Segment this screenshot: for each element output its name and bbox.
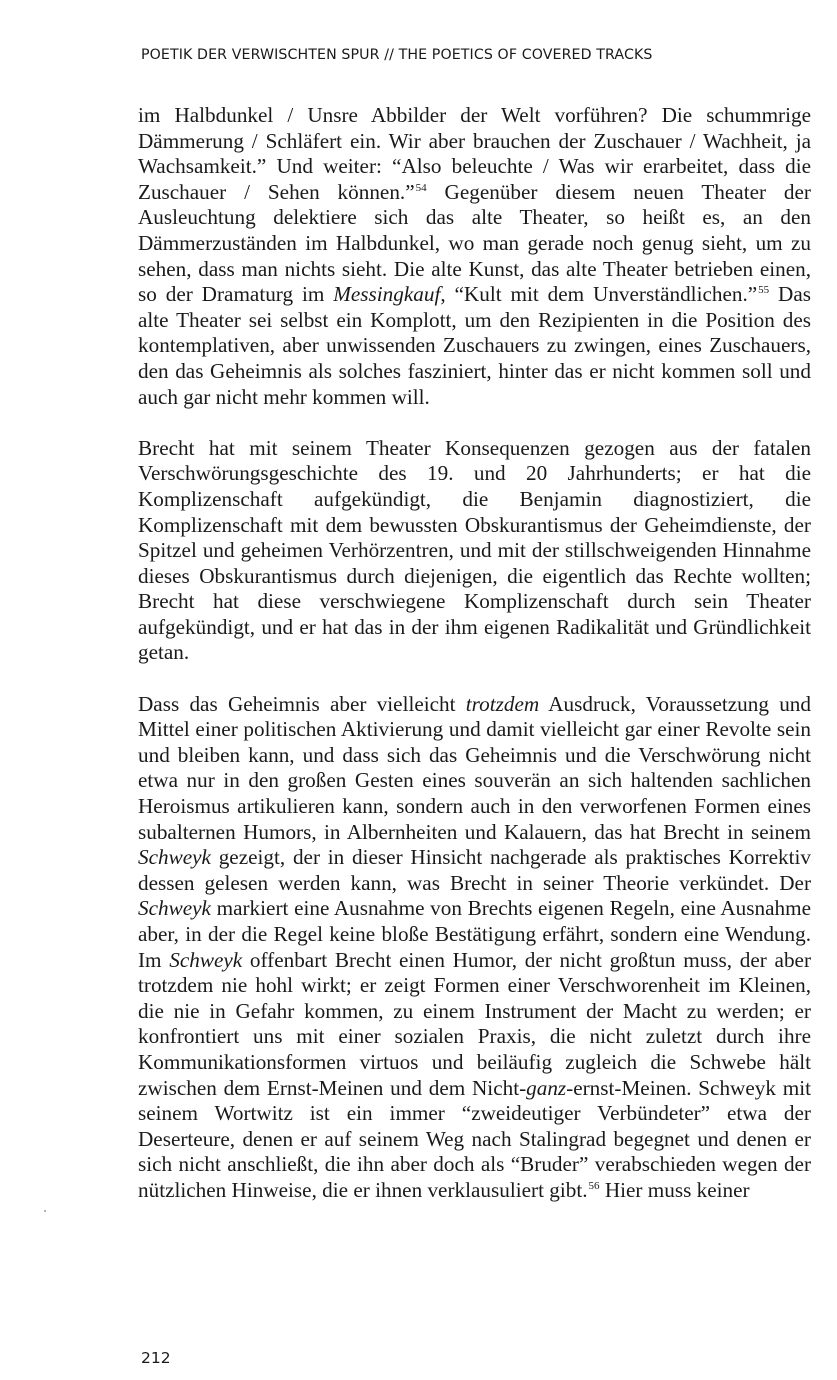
text-run: Hier muss keiner [599, 1177, 750, 1202]
scan-speck [44, 1210, 46, 1212]
italic-title-schweyk: Schweyk [138, 896, 211, 921]
italic-title-schweyk: Schweyk [169, 947, 243, 972]
text-run: -ernst-Meinen. Schweyk mit seinem Wortwitz ist ein immer “zweideutiger Verbündeter” etwa der Deserteure, denen er auf seinem Weg nach Stalingrad begegnet und denen er sich nicht anschließt, die ihn aber doch als “Bruder” verabschieden wegen der nützlichen Hinweise, die er ihnen verklausuliert gibt. [138, 1075, 811, 1202]
footnote-ref-55: 55 [758, 283, 770, 296]
text-run: Brecht hat mit seinem Theater Konsequenzen gezogen aus der fatalen Verschwörungsgeschichte des 19. und 20 Jahrhunderts; er hat die Komplizenschaft aufgekündigt, die Benjamin diagnostiziert, die Komplizenschaft mit dem bewussten Obskurantismus der Geheimdienste, der Spitzel und geheimen Verhörzentren, und mit der stillschweigenden Hinnahme dieses Obskurantismus durch diejenigen, die eigentlich das Rechte wollten; Brecht hat diese verschwiegene Komplizenschaft durch sein Theater aufgekündigt, und er hat das in der ihm eigenen Radikalität und Gründlichkeit getan. [138, 435, 811, 665]
text-run: Ausdruck, Voraussetzung und Mittel einer politischen Aktivierung und damit vielleicht gar einer Revolte sein und bleiben kann, und dass sich das Geheimnis und die Verschwörung nicht etwa nur in den großen Gesten eines souverän an sich haltenden sachlichen Heroismus artikulieren kann, sondern auch in den verworfenen Formen eines subalternen Humors, in Albernheiten und Kalauern, das hat Brecht in seinem [138, 691, 811, 844]
italic-title-schweyk: Schweyk [138, 845, 211, 870]
paragraph [138, 436, 811, 666]
text-run: markiert eine Ausnahme von Brechts eigenen Regeln, eine Ausnahme aber, in der die Regel keine bloße Bestätigung erfährt, sondern eine Wendung. Im [138, 896, 811, 972]
footnote-ref-54: 54 [415, 181, 427, 194]
page-number: 212 [141, 1349, 171, 1367]
text-run: Gegenüber diesem neuen Theater der Ausleuchtung delektiere sich das alte Theater, so heißt es, an den Dämmerzuständen im Halbdunkel, wo man gerade noch genug sieht, um zu sehen, dass man nichts sieht. Die alte Kunst, das alte Theater betrieben einen, so der Dramaturg im [138, 179, 811, 307]
text-run: offenbart Brecht einen Humor, der nicht großtun muss, der aber trotzdem nie hohl wirkt; er zeigt Formen einer Verschworenheit im Kleinen, die nie in Gefahr kommen, zu einem Instrument der Macht zu werden; er konfrontiert uns mit einer sozialen Praxis, die nicht zuletzt durch ihre Kommunikationsformen virtuos und beiläufig zugleich die Schwebe hält zwischen dem Ernst-Meinen und dem Nicht- [138, 947, 811, 1100]
text-run: gezeigt, der in dieser Hinsicht nachgerade als praktisches Korrektiv dessen gelesen werden kann, was Brecht in seiner Theorie verkündet. Der [138, 845, 811, 895]
paragraph [138, 692, 811, 1204]
paragraph [138, 103, 811, 410]
footnote-ref-56: 56 [588, 1179, 600, 1192]
text-run: Das alte Theater sei selbst ein Komplott, um den Rezipienten in die Position des kontemplativen, aber unwissenden Zuschauers zu zwingen, eines Zuschauers, den das Geheimnis als solches fasziniert, hinter das er nicht kommen soll und auch gar nicht mehr kommen will. [138, 282, 811, 409]
italic-emphasis-ganz: ganz [526, 1075, 567, 1100]
text-run: , “Kult mit dem Unverständlichen.” [440, 282, 758, 307]
text-run: im Halbdunkel / Unsre Abbilder der Welt vorführen? Die schummrige Dämmerung / Schläfert ein. Wir aber brauchen der Zuschauer / Wachheit, ja Wachsamkeit.” Und weiter: “Also beleuchte / Was wir erarbeitet, dass die Zuschauer / Sehen können.” [138, 103, 811, 204]
text-run: Dass das Geheimnis aber vielleicht [138, 691, 466, 716]
body-text [138, 103, 811, 1204]
running-header: POETIK DER VERWISCHTEN SPUR // THE POETICS OF COVERED TRACKS [141, 47, 653, 63]
italic-emphasis-trotzdem: trotzdem [465, 691, 540, 716]
italic-title-messingkauf: Messingkauf [333, 282, 441, 307]
